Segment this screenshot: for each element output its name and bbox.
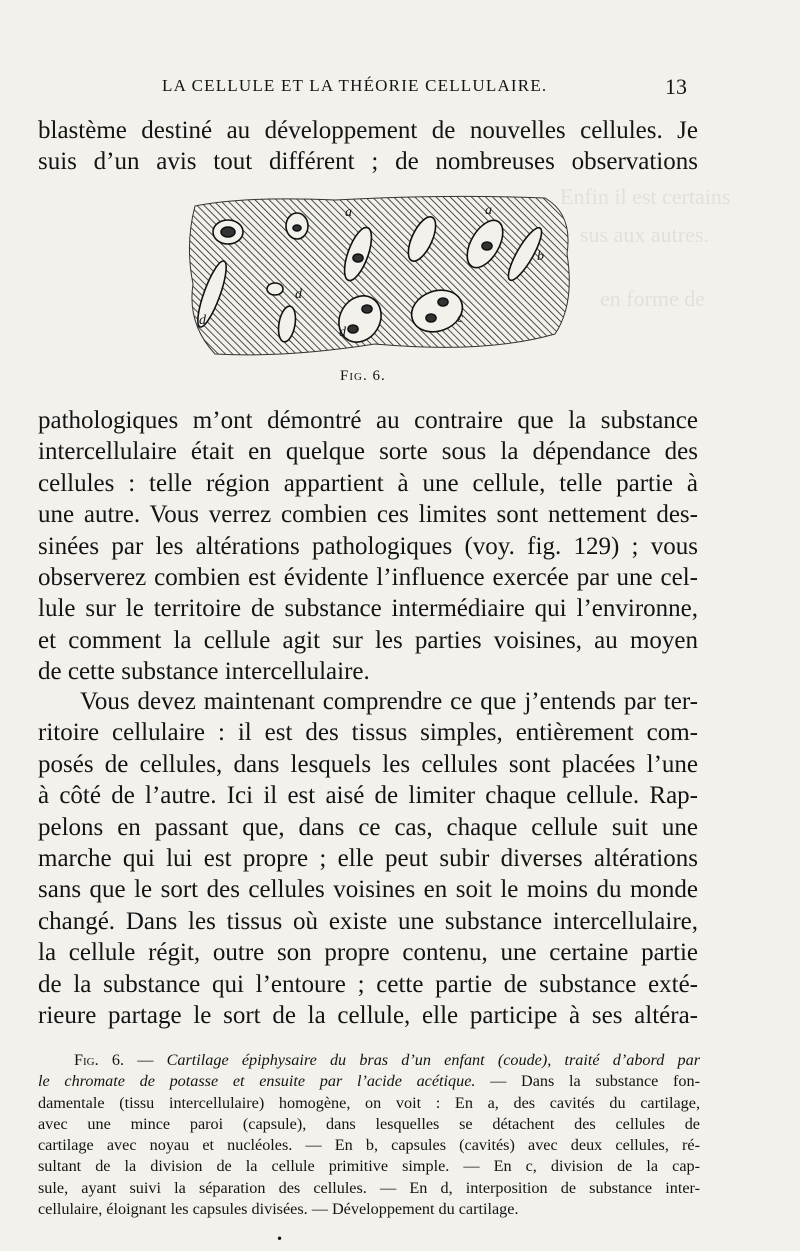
text-line: suis d’un avis tout différent ; de nombreuses observations	[38, 148, 698, 176]
text-line: de cette substance intercellulaire.	[38, 658, 370, 686]
text-line: blastème destiné au développement de nouvelles cellules. Je	[38, 117, 698, 144]
text-line: une autre. Vous verrez combien ces limites sont nettement des-	[38, 501, 698, 529]
figure-marker-d: d	[199, 313, 206, 328]
figure-marker-a: a	[345, 205, 352, 220]
text-line: posés de cellules, dans lesquels les cellules sont placées l’une	[38, 750, 698, 778]
caption-fig-ref: Fig. 6.	[74, 1051, 124, 1069]
caption-line: cartilage avec noyau et nucléoles. — En b, capsules (cavités) avec deux cellules, ré-	[38, 1136, 700, 1155]
text-line: lule sur le territoire de substance intermédiaire qui l’environne,	[38, 595, 698, 623]
caption-dash: —	[124, 1051, 167, 1069]
paragraph-1	[38, 405, 698, 688]
text-line: sans que le sort des cellules voisines en soit le moins du monde	[38, 876, 698, 904]
figure-caption	[38, 1050, 700, 1220]
text-line: cellules : telle région appartient à une cellule, telle partie à	[38, 469, 698, 497]
text-line: rieure partage le sort de la cellule, elle participe à ses altéra-	[38, 1002, 698, 1030]
figure-marker-b: b	[537, 249, 544, 264]
caption-line: cellulaire, éloignant les capsules divisées. — Développement du cartilage.	[38, 1200, 519, 1219]
text-line: marche qui lui est propre ; elle peut subir diverses altérations	[38, 845, 698, 873]
text-line: sinées par les altérations pathologiques (voy. fig. 129) ; vous	[38, 532, 698, 560]
text-line: changé. Dans les tissus où existe une substance intercellulaire,	[38, 907, 698, 935]
caption-italic-2: le chromate de potasse et ensuite par l’acide acétique.	[38, 1072, 476, 1091]
figure-label: Fig. 6.	[340, 368, 386, 384]
cartilage-drawing	[185, 194, 575, 359]
figure-marker-c: c	[457, 311, 464, 326]
signature-mark: •	[276, 1232, 284, 1246]
caption-italic-1: Cartilage épiphysaire du bras d’un enfant (coude), traité d’abord par	[166, 1051, 700, 1069]
text-line: ritoire cellulaire : il est des tissus simples, entièrement com-	[38, 719, 698, 747]
intro-text	[38, 115, 698, 178]
figure-cartilage-illustration	[185, 194, 575, 359]
caption-line	[38, 1050, 700, 1071]
text-line: à côté de l’autre. Ici il est aisé de limiter chaque cellule. Rap-	[38, 782, 698, 810]
text-line: Vous devez maintenant comprendre ce que j’entends par ter-	[80, 688, 698, 715]
caption-line: sultant de la division de la cellule primitive simple. — En c, division de la cap-	[38, 1157, 700, 1176]
text-line: pathologiques m’ont démontré au contraire que la substance	[38, 407, 698, 434]
text-line: et comment la cellule agit sur les parties voisines, au moyen	[38, 626, 698, 654]
caption-line: avec une mince paroi (capsule), dans lesquelles se détachent des cellules de	[38, 1114, 700, 1133]
running-title: LA CELLULE ET LA THÉORIE CELLULAIRE.	[162, 76, 548, 95]
caption-line2-rest: — Dans la substance fon-	[475, 1072, 700, 1091]
caption-line: damentale (tissu intercellulaire) homogène, on voit : En a, des cavités du cartilage,	[38, 1093, 700, 1112]
bleed-through-text: Enfin il est certains	[560, 184, 731, 209]
bleed-through-text: sus aux autres.	[580, 222, 709, 247]
text-line: de la substance qui l’entoure ; cette partie de substance exté-	[38, 970, 698, 998]
text-line: pelons en passant que, dans ce cas, chaque cellule suit une	[38, 813, 698, 841]
caption-line	[38, 1071, 700, 1092]
text-line: la cellule régit, outre son propre contenu, une certaine partie	[38, 939, 698, 967]
figure-marker-d: d	[295, 287, 302, 302]
page-number: 13	[665, 74, 687, 99]
figure-marker-d: d	[339, 325, 346, 340]
text-line: intercellulaire était en quelque sorte sous la dépendance des	[38, 438, 698, 466]
text-line: observerez combien est évidente l’influence exercée par une cel-	[38, 564, 698, 592]
bleed-through-text: en forme de	[600, 286, 706, 311]
paragraph-2	[38, 686, 698, 1031]
running-header	[150, 76, 695, 102]
caption-line: sule, ayant suivi la séparation des cellules. — En d, interposition de substance inter-	[38, 1178, 700, 1197]
figure-marker-a: a	[485, 203, 492, 218]
